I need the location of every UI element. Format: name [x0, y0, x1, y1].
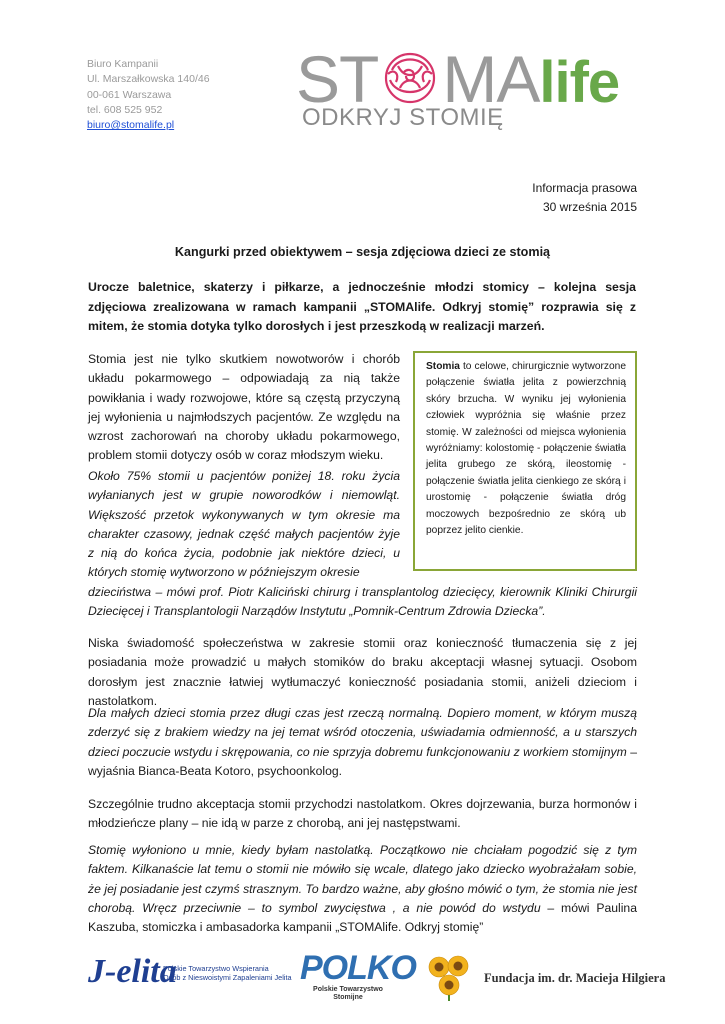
quote-attribution: – mówi Paulina Kaszuba, stomiczka i ambasadorka kampanii „STOMAlife. Odkryj stomię” [88, 900, 637, 935]
article-title: Kangurki przed obiektywem – sesja zdjęciowa dzieci ze stomią [174, 245, 551, 259]
quote-end: dzieciństwa [88, 585, 151, 599]
footer-partners [0, 950, 725, 1020]
polko-logo [300, 949, 416, 1010]
sunflower-icon [424, 953, 474, 1001]
office-line: Ul. Marszałkowska 140/46 [87, 73, 210, 86]
rose-logo-icon [378, 48, 442, 108]
polko-line: Polskie Towarzystwo [313, 986, 383, 993]
office-phone: tel. 608 525 952 [87, 103, 163, 116]
office-address [87, 57, 210, 133]
office-email-link[interactable]: biuro@stomalife.pl [87, 119, 175, 132]
quote-attribution: – mówi prof. Piotr Kaliciński chirurg i transplantolog dziecięcy, kierownik Kliniki Chirurgii Dziecięcej i Transplantologii Narządów Instytutu „Pomnik-Centrum Zdrowia Dziecka”. [88, 585, 637, 619]
jelita-line: Polskie Towarzystwo Wspierania [163, 964, 269, 973]
polko-mark: POLKO [300, 949, 416, 987]
paragraph-1: Stomia jest nie tylko skutkiem nowotworów i chorób układu pokarmowego – odpowiadają za nią także powikłania i wady rozwojowe, które są częstą przyczyną jej wyłonienia u najmłodszych pacjentów. Ze względu na wzrost zachorowań na choroby układu pokarmowego, problem stomii dotyczy osób w coraz młodszym wieku. [88, 352, 400, 463]
office-line: 00-061 Warszawa [87, 88, 172, 101]
stomia-definition-box [413, 351, 637, 571]
hilgiera-foundation-name: Fundacja im. dr. Macieja Hilgiera [484, 971, 666, 985]
jelita-line: Osób z Nieswoistymi Zapaleniami Jelita [163, 972, 292, 982]
stomalife-logo [296, 42, 641, 138]
paragraph-2: Około 75% stomii u pacjentów poniżej 18. roku życia wyłanianych jest w grupie noworodków i niemowląt. Większość przetok wykonywanych w tym okresie ma charakter czasowy, jednak część małych pacjentów żyje z nią do końca życia, podobnie jak niektóre dzieci, u których stomię wytworzono w późniejszym okresie [88, 469, 400, 580]
jelita-mark: J-elita [88, 953, 177, 990]
polko-line: Stomijne [333, 994, 363, 1001]
press-date: 30 września 2015 [542, 200, 637, 214]
logo-tagline: ODKRYJ STOMIĘ [302, 104, 504, 131]
quote-attribution: – wyjaśnia Bianca-Beata Kotoro, psychoonkolog. [88, 744, 638, 778]
logo-word-st: ST [296, 42, 379, 116]
paragraph-3: Niska świadomość społeczeństwa w zakresie stomii oraz konieczność tłumaczenia się z jej posiadania może prowadzić u małych stomików do braku akceptacji własnej sytuacji. Osobom dorosłym jest znacznie łatwiej wytłumaczyć konieczność posiadania stomii, aniżeli dzieciom i nastolatkom. [88, 636, 637, 708]
office-line: Biuro Kampanii [87, 58, 159, 70]
paragraph-4 [88, 704, 637, 781]
article-lead: Urocze baletnice, skaterzy i piłkarze, a jednocześnie młodzi stomicy – kolejna sesja zdjęciowa zrealizowana w ramach kampanii „STOMAlife. Odkryj stomię” rozprawia się z mitem, że stomia dotyka tylko dorosłych i jest przeszkodą w realizacji marzeń. [88, 280, 636, 333]
logo-word-ma: MA [442, 42, 540, 116]
quote-text: Stomię wyłoniono u mnie, kiedy byłam nastolatką. Początkowo nie chciałam pogodzić się z tym faktem. Kilkanaście lat temu o stomii nie mówiło się wcale, dlatego jako dziecko wyobrażałam sobie, że jej posiadanie jest czymś strasznym. To bardzo ważne, aby głośno mówić o tym, że stomia nie jest chorobą. Wręcz przeciwnie – to symbol zwycięstwa , a nie powód do wstydu [88, 843, 637, 915]
paragraph-5: Szczególnie trudno akceptacja stomii przychodzi nastolatkom. Okres dojrzewania, burza hormonów i młodzieńcze plany – nie idą w parze z chorobą, ani jej następstwami. [88, 797, 637, 831]
logo-word-life: life [539, 50, 620, 115]
press-info [532, 179, 637, 217]
jelita-subtitle [163, 965, 292, 982]
box-text: to celowe, chirurgicznie wytworzone połączenie światła jelita z powierzchnią skóry brzucha. W wyniku jej wyłonienia człowiek wypróżnia się właśnie przez stomię. W zależności od miejsca wyłonienia wyróżniamy: kolostomię - połączenie światła jelita grubego ze skórą, ileostomię - połączenie światła jelita cienkiego ze skórą i urostomię - połączenie światła dróg moczowych bezpośrednio ze skórą ub poprzez jelito cienkie. [426, 361, 626, 537]
paragraph-2-continued [88, 583, 637, 622]
paragraph-6 [88, 841, 637, 937]
jelita-logo [88, 953, 292, 998]
quote-text: Dla małych dzieci stomia przez długi czas jest rzeczą normalną. Dopiero moment, w którym muszą zderzyć się z brakiem wiedzy na jej temat wśród otoczenia, uświadamia odmienność, a u starszych dzieci poczucie wstydu i skrępowania, co nie sprzyja dobremu funkcjonowaniu z workiem stomijnym [88, 706, 637, 759]
box-term: Stomia [426, 361, 460, 372]
press-label: Informacja prasowa [532, 181, 637, 195]
